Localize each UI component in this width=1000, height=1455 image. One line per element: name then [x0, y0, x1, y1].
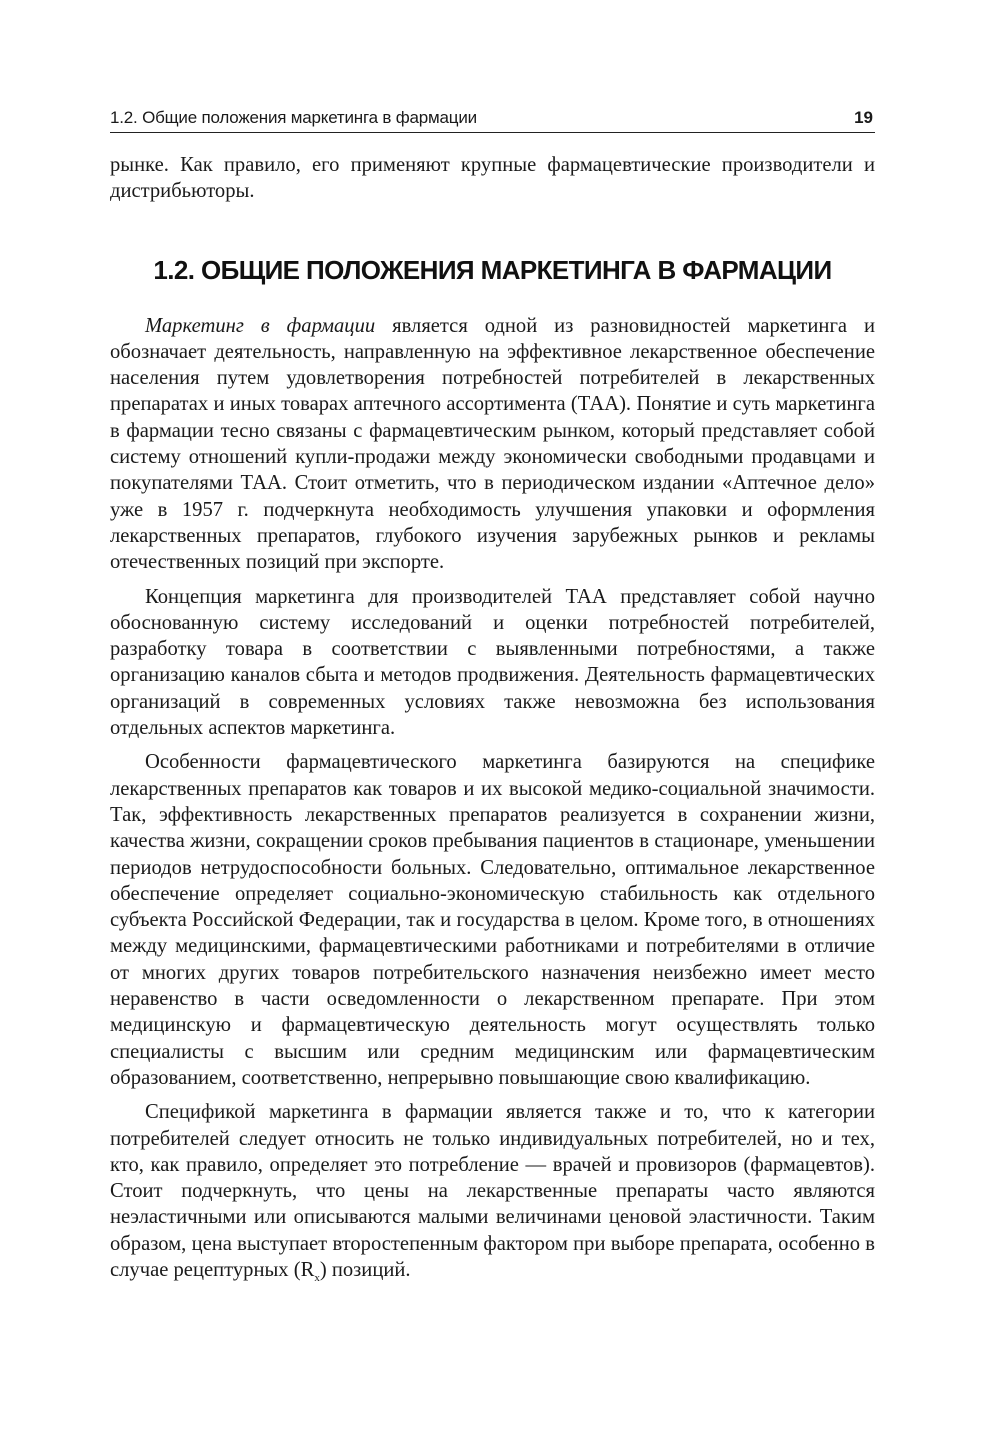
continued-paragraph: рынке. Как правило, его применяют крупные фармацевтические производители и дистрибьюторы. — [110, 154, 875, 203]
running-title: 1.2. Общие положения маркетинга в фармации — [110, 108, 477, 127]
paragraph-4-end: ) позиций. — [319, 1258, 411, 1281]
paragraph-1 — [110, 313, 875, 576]
paragraph-3: Особенности фармацевтического маркетинга базируются на специфике лекарственных препаратов как товаров и их высокой медико-социальной значимости. Так, эффективность лекарственных препаратов реализуется в сохранении жизни, качества жизни, сокращении сроков пребывания пациентов в стационаре, уменьшении периодов нетрудоспособности больных. Следовательно, оптимальное лекарственное обеспечение определяет социально-экономическую стабильность как отдельного субъекта Российской Федерации, так и государства в целом. Кроме того, в отношениях между медицинскими, фармацевтическими работниками и потребителями в отличие от многих других товаров потребительского назначения неизбежно имеет место неравенство в части осведомленности о лекарственном препарате. При этом медицинскую и фармацевтическую деятельность могут осуществлять только специалисты с высшим или средним медицинским или фармацевтическим образованием, соответственно, непрерывно повышающие свою квалификацию. — [110, 751, 875, 1089]
defined-term: Маркетинг в фармации — [145, 314, 376, 337]
paragraph-2: Концепция маркетинга для производителей ТАА представляет собой научно обоснованную систему исследований и оценки потребностей потребителей, разработку товара в соответствии с выявленными потребностями, а также организацию каналов сбыта и методов продвижения. Деятельность фармацевтических организаций в современных условиях также невозможна без использования отдельных аспектов маркетинга. — [110, 585, 875, 740]
page-body — [110, 152, 875, 1283]
paragraph-1-text: является одной из разновидностей маркетинга и обозначает деятельность, направленную на эффективное лекарственное обеспечение населения путем удовлетворения потребностей потребителей в лекарственных препаратах и иных товарах аптечного ассортимента (ТАА). Понятие и суть маркетинга в фармации тесно связаны с фармацевтическим рынком, который представляет собой систему отношений купли-продажи между экономически свободными продавцами и покупателями ТАА. Стоит отметить, что в периодическом издании «Аптечное дело» уже в 1957 г. подчеркнута необходимость улучшения упаковки и оформления лекарственных препаратов, глубокого изучения зарубежных рынков и рекламы отечественных позиций при экспорте. — [110, 314, 875, 574]
paragraph-4 — [110, 1099, 875, 1283]
section-heading: 1.2. ОБЩИЕ ПОЛОЖЕНИЯ МАРКЕТИНГА В ФАРМАЦИИ — [153, 254, 832, 285]
page-number: 19 — [854, 108, 873, 127]
running-header — [110, 104, 875, 133]
rx-subscript: x — [314, 1272, 320, 1285]
paragraph-4-text: Спецификой маркетинга в фармации является также и то, что к категории потребителей следует относить не только индивидуальных потребителей, но и тех, кто, как правило, определяет это потребление — врачей и провизоров (фармацевтов). Стоит подчеркнуть, что цены на лекарственные препараты часто являются неэластичными или описываются малыми величинами ценовой эластичности. Таким образом, цена выступает второстепенным фактором при выборе препарата, особенно в случае рецептурных (R — [110, 1101, 875, 1281]
